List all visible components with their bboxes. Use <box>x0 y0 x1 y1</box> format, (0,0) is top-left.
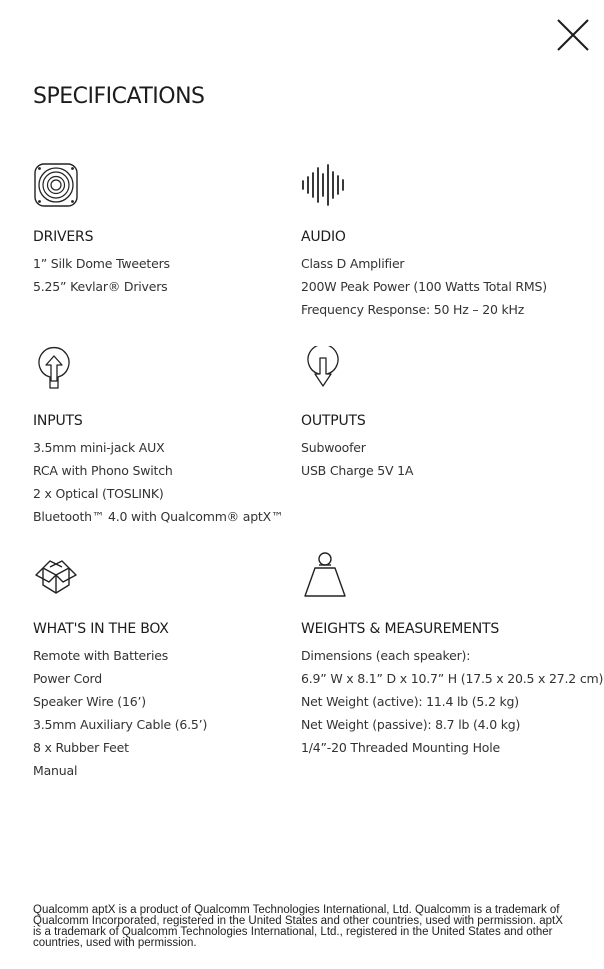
list-item: 200W Peak Power (100 Watts Total RMS) <box>301 279 547 294</box>
list-item: 3.5mm mini-jack AUX <box>33 440 165 455</box>
list-item: Remote with Batteries <box>33 648 169 663</box>
close-button[interactable] <box>556 18 590 52</box>
spec-list <box>301 252 547 321</box>
spec-list <box>33 644 207 782</box>
section-heading: WEIGHTS & MEASUREMENTS <box>301 621 500 637</box>
list-item: USB Charge 5V 1A <box>301 463 414 478</box>
spec-list <box>301 436 413 482</box>
list-item: Net Weight (passive): 8.7 lb (4.0 kg) <box>301 717 521 732</box>
section-heading: OUTPUTS <box>301 413 366 429</box>
list-item: 2 x Optical (TOSLINK) <box>33 486 164 501</box>
list-item: Class D Amplifier <box>301 256 405 271</box>
list-item: Dimensions (each speaker): <box>301 648 471 663</box>
arrow-up-circle-icon <box>37 346 71 390</box>
close-icon <box>556 18 590 52</box>
open-box-icon <box>33 554 79 598</box>
section-heading: INPUTS <box>33 413 83 429</box>
list-item: 1/4”-20 Threaded Mounting Hole <box>301 740 500 755</box>
spec-list <box>33 252 170 298</box>
list-item: Power Cord <box>33 671 102 686</box>
list-item: 1” Silk Dome Tweeters <box>33 256 170 271</box>
list-item: 6.9” W x 8.1” D x 10.7” H (17.5 x 20.5 x 27.2 cm) <box>301 671 604 686</box>
trademark-footnote: Qualcomm aptX is a product of Qualcomm Technologies International, Ltd. Qualcomm is a trademark of Qualcomm Incorporated, registered in the United States and other countries, used with permission. aptX is a trademark of Qualcomm Technologies International, Ltd., registered in the United States and other countries, used with permission. <box>33 904 563 949</box>
speaker-driver-icon <box>33 162 79 208</box>
section-heading: WHAT'S IN THE BOX <box>33 621 169 637</box>
list-item: Bluetooth™ 4.0 with Qualcomm® aptX™ <box>33 509 284 524</box>
list-item: Manual <box>33 763 78 778</box>
list-item: Net Weight (active): 11.4 lb (5.2 kg) <box>301 694 519 709</box>
list-item: 3.5mm Auxiliary Cable (6.5’) <box>33 717 208 732</box>
section-heading: AUDIO <box>301 229 346 245</box>
page-title: SPECIFICATIONS <box>33 84 205 109</box>
list-item: 5.25” Kevlar® Drivers <box>33 279 168 294</box>
spec-list <box>301 644 603 759</box>
spec-list <box>33 436 283 528</box>
list-item: Speaker Wire (16’) <box>33 694 146 709</box>
section-heading: DRIVERS <box>33 229 94 245</box>
arrow-down-circle-icon <box>306 346 340 390</box>
weight-icon <box>303 550 347 598</box>
list-item: RCA with Phono Switch <box>33 463 173 478</box>
sound-wave-icon <box>301 162 351 208</box>
list-item: Subwoofer <box>301 440 366 455</box>
list-item: 8 x Rubber Feet <box>33 740 129 755</box>
list-item: Frequency Response: 50 Hz – 20 kHz <box>301 302 525 317</box>
